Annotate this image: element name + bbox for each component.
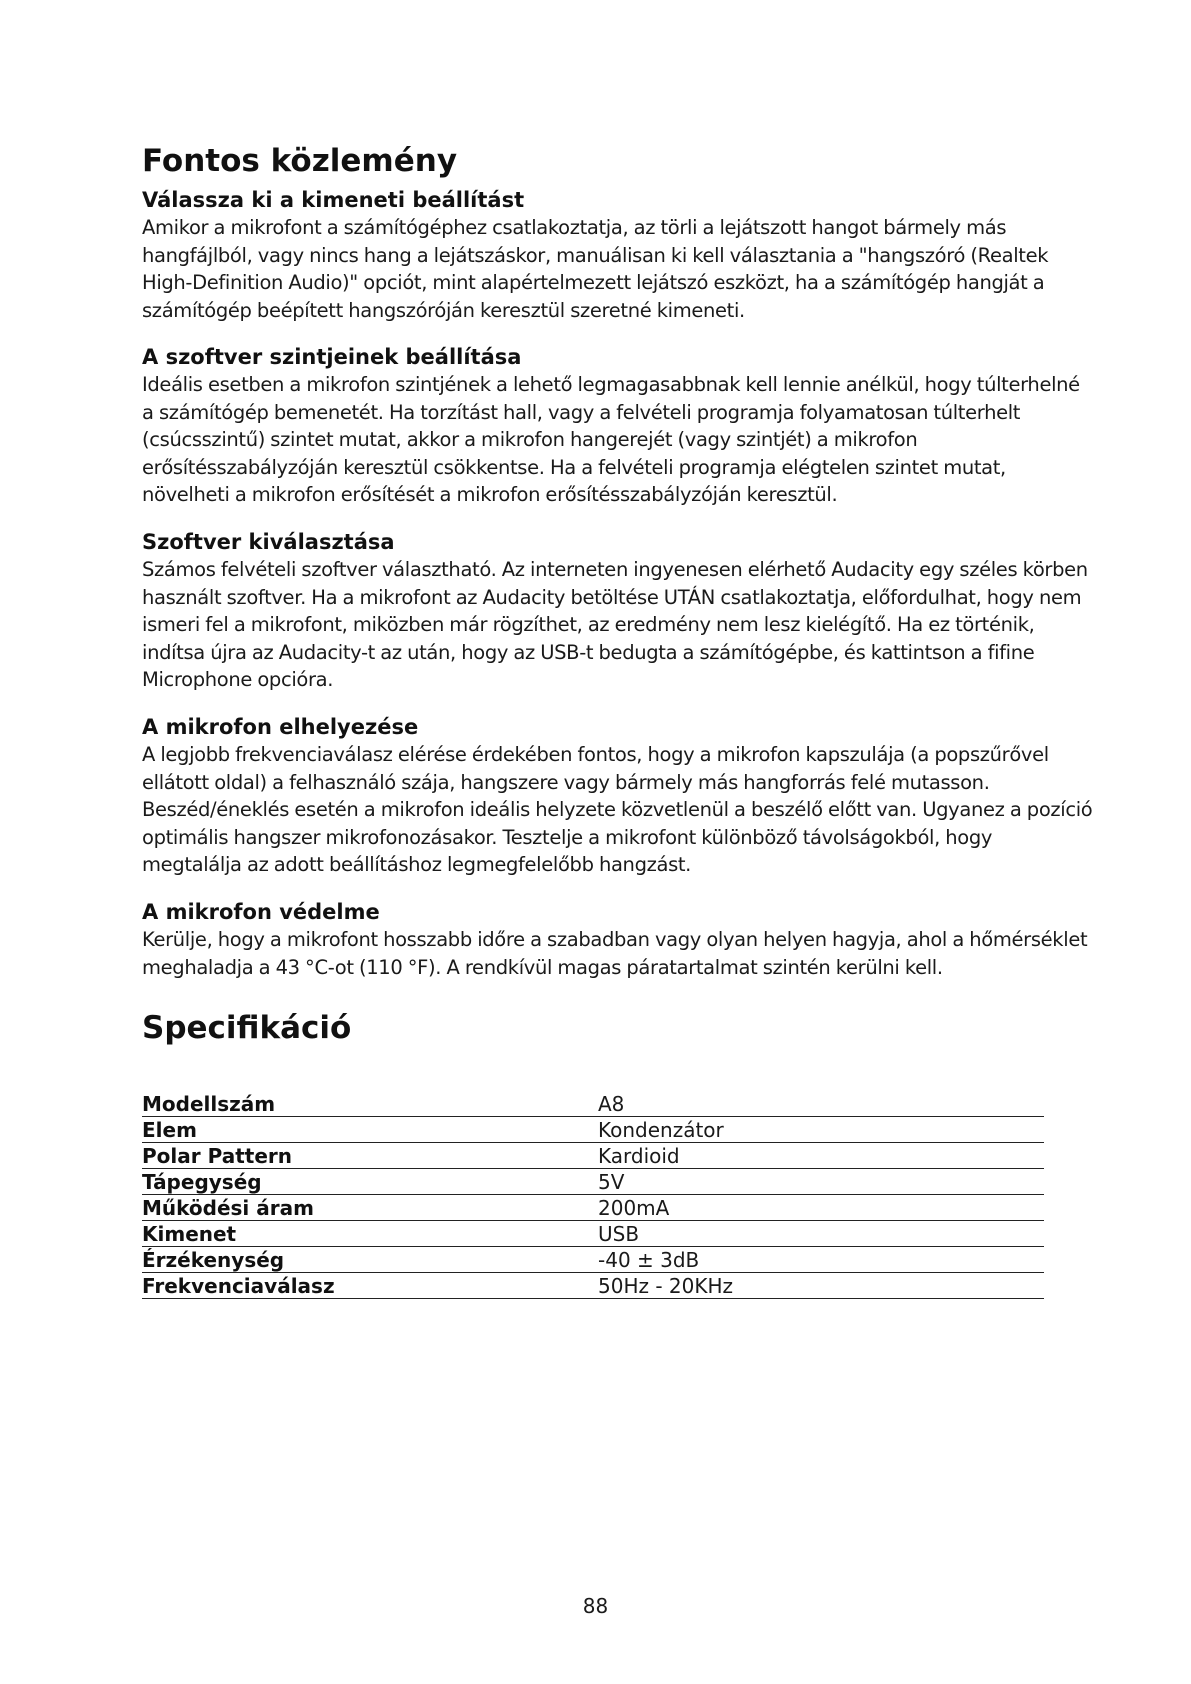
paragraph-line: meghaladja a 43 °C-ot (110 °F). A rendkívül magas páratartalmat szintén kerülni kell.: [142, 955, 943, 979]
spec-value: Kondenzátor: [598, 1117, 1044, 1143]
spec-label: Modellszám: [142, 1091, 598, 1117]
spec-value: USB: [598, 1221, 1044, 1247]
paragraph-line: (csúcsszintű) szintet mutat, akkor a mikrofon hangerejét (vagy szintjét) a mikrofon: [142, 428, 918, 452]
section-output-settings: [142, 186, 1162, 324]
paragraph-line: Kerülje, hogy a mikrofont hosszabb időre a szabadban vagy olyan helyen hagyja, ahol a hőmérséklet: [142, 928, 1088, 951]
table-row: [142, 1221, 1044, 1247]
section-software-levels: [142, 343, 1162, 509]
paragraph-line: hangfájlból, vagy nincs hang a lejátszáskor, manuálisan ki kell választania a "hangszóró (Realtek: [142, 243, 1049, 267]
section-mic-protection: [142, 898, 1162, 981]
spec-value: Kardioid: [598, 1143, 1044, 1169]
spec-table: [142, 1091, 1044, 1299]
paragraph-line: ismeri fel a mikrofont, miközben már rögzíthet, az eredmény nem lesz kielégítő. Ha ez történik,: [142, 613, 1035, 637]
spec-label: Érzékenység: [142, 1247, 598, 1273]
section-heading: A szoftver szintjeinek beállítása: [142, 345, 522, 369]
paragraph-line: növelheti a mikrofon erősítését a mikrofon erősítésszabályzóján keresztül.: [142, 483, 838, 507]
paragraph-line: A legjobb frekvenciaválasz elérése érdekében fontos, hogy a mikrofon kapszulája (a popszűrővel: [142, 743, 1049, 766]
table-row: [142, 1169, 1044, 1195]
table-row: [142, 1247, 1044, 1273]
paragraph-line: erősítésszabályzóján keresztül csökkentse. Ha a felvételi programja elégtelen szintet mutat,: [142, 455, 1006, 479]
paragraph-line: Microphone opcióra.: [142, 668, 334, 692]
paragraph-line: Ideális esetben a mikrofon szintjének a lehető legmagasabbnak kell lennie anélkül, hogy túlterhelné: [142, 373, 1080, 396]
paragraph-line: ellátott oldal) a felhasználó szája, hangszere vagy bármely más hangforrás felé mutasson.: [142, 770, 990, 794]
spec-label: Tápegység: [142, 1169, 598, 1195]
spec-title: Specifikáció: [142, 1010, 352, 1046]
paragraph-line: megtalálja az adott beállításhoz legmegfelelőbb hangzást.: [142, 853, 692, 877]
spec-label: Működési áram: [142, 1195, 598, 1221]
table-row: [142, 1143, 1044, 1169]
section-mic-placement: [142, 713, 1162, 879]
paragraph-line: számítógép beépített hangszóróján keresztül szeretné kimeneti.: [142, 298, 745, 322]
spec-label: Frekvenciaválasz: [142, 1273, 598, 1299]
spec-value: 5V: [598, 1169, 1044, 1195]
spec-value: A8: [598, 1091, 1044, 1117]
section-heading: A mikrofon védelme: [142, 900, 380, 924]
paragraph-line: Számos felvételi szoftver választható. Az interneten ingyenesen elérhető Audacity egy széles körben: [142, 558, 1088, 581]
spec-value: 200mA: [598, 1195, 1044, 1221]
section-heading: Válassza ki a kimeneti beállítást: [142, 188, 525, 212]
paragraph-line: Beszéd/éneklés esetén a mikrofon ideális helyzete közvetlenül a beszélő előtt van. Ugyanez a pozíció: [142, 798, 1093, 822]
notice-title: Fontos közlemény: [142, 143, 458, 179]
paragraph-line: optimális hangszer mikrofonozásakor. Tesztelje a mikrofont különböző távolságokból, hogy: [142, 825, 993, 849]
section-heading: A mikrofon elhelyezése: [142, 715, 419, 739]
paragraph-line: High-Definition Audio)" opciót, mint alapértelmezett lejátszó eszközt, ha a számítógép hangját a: [142, 271, 1045, 295]
paragraph-line: a számítógép bemenetét. Ha torzítást hall, vagy a felvételi programja folyamatosan túlterhelt: [142, 400, 1021, 424]
section-software-selection: [142, 528, 1162, 694]
spec-label: Kimenet: [142, 1221, 598, 1247]
table-row: [142, 1091, 1044, 1117]
spec-label: Polar Pattern: [142, 1143, 598, 1169]
spec-value: -40 ± 3dB: [598, 1247, 1044, 1273]
spec-value: 50Hz - 20KHz: [598, 1273, 1044, 1299]
paragraph-line: indítsa újra az Audacity-t az után, hogy az USB-t bedugta a számítógépbe, és kattintson a fifine: [142, 640, 1035, 664]
paragraph-line: Amikor a mikrofont a számítógéphez csatlakoztatja, az törli a lejátszott hangot bármely más: [142, 216, 1007, 239]
page-number: 88: [582, 1594, 609, 1618]
table-row: [142, 1195, 1044, 1221]
table-row: [142, 1117, 1044, 1143]
spec-label: Elem: [142, 1117, 598, 1143]
section-heading: Szoftver kiválasztása: [142, 530, 395, 554]
table-row: [142, 1273, 1044, 1299]
paragraph-line: használt szoftver. Ha a mikrofont az Audacity betöltése UTÁN csatlakoztatja, előfordulhat, hogy nem: [142, 585, 1082, 609]
